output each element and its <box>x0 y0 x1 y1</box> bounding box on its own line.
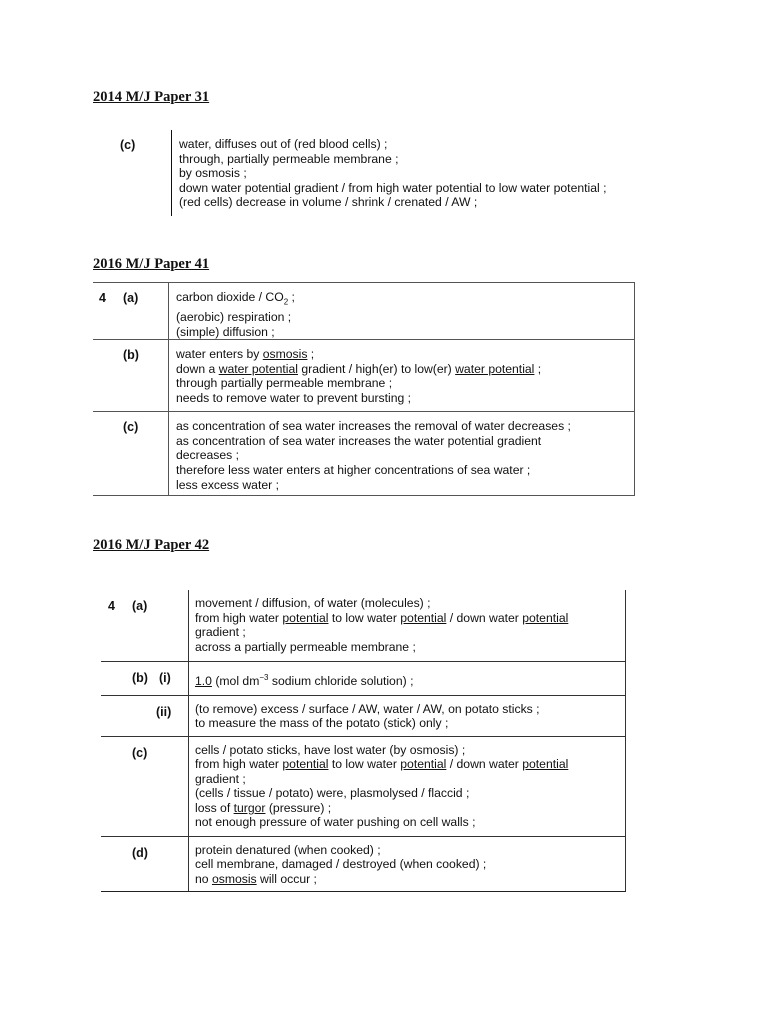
question-part-label: (d) <box>132 845 148 860</box>
answer-line: to measure the mass of the potato (stick) only ; <box>195 716 449 731</box>
answer-cell <box>169 412 635 496</box>
underlined-term: turgor <box>233 800 266 815</box>
answer-line: water, diffuses out of (red blood cells) ; <box>179 137 388 151</box>
underlined-term: osmosis <box>211 871 257 886</box>
question-part-label: (a) <box>132 599 148 613</box>
answer-line: cell membrane, damaged / destroyed (when cooked) ; <box>195 857 487 872</box>
answer-text: carbon dioxide / CO <box>176 290 284 304</box>
answer-cell <box>189 590 626 661</box>
answer-cell <box>169 283 635 340</box>
underlined-term: potential <box>522 757 569 772</box>
question-subpart-label: (ii) <box>156 704 172 719</box>
answer-cell <box>189 736 626 836</box>
question-number-cell <box>93 340 169 412</box>
answer-block <box>179 137 606 210</box>
answer-line: (aerobic) respiration ; <box>176 310 292 325</box>
underlined-term: water potential <box>455 361 535 376</box>
question-number-cell <box>101 836 189 891</box>
mark-scheme-table <box>101 590 626 892</box>
question-part-label: (c) <box>123 420 139 435</box>
answer-text: to low water <box>328 757 401 772</box>
question-part-label: (b) <box>123 348 139 363</box>
table-row <box>93 283 635 340</box>
answer-text: from high water <box>195 757 283 772</box>
answer-line: across a partially permeable membrane ; <box>195 639 416 654</box>
answer-line: (to remove) excess / surface / AW, water / AW, on potato sticks ; <box>195 701 540 716</box>
table-row <box>101 695 626 736</box>
answer-line: decreases ; <box>176 448 240 463</box>
question-part-label: (c) <box>132 745 148 760</box>
answer-line: by osmosis ; <box>179 166 247 181</box>
answer-cell <box>189 836 626 891</box>
table-row <box>101 661 626 695</box>
answer-line: movement / diffusion, of water (molecules) ; <box>195 596 431 610</box>
section-heading-2016-paper-42: 2016 M/J Paper 42 <box>93 537 210 553</box>
superscript: −3 <box>259 672 269 682</box>
answer-line <box>195 611 625 626</box>
question-part-label: (b) <box>132 670 148 685</box>
answer-text: gradient / high(er) to low(er) <box>297 361 456 376</box>
question-number-cell <box>93 283 169 340</box>
answer-text: ; <box>307 347 315 362</box>
answer-divider <box>171 130 172 216</box>
table-row <box>93 412 635 496</box>
question-number: 4 <box>108 599 115 613</box>
question-number-cell <box>101 736 189 836</box>
answer-line <box>195 757 625 772</box>
answer-line <box>176 362 634 377</box>
answer-line: (cells / tissue / potato) were, plasmolysed / flaccid ; <box>195 786 470 801</box>
answer-text: (mol dm <box>211 673 260 688</box>
table-row <box>101 736 626 836</box>
answer-line: as concentration of sea water increases the removal of water decreases ; <box>176 419 571 434</box>
answer-cell <box>189 661 626 695</box>
underlined-term: potential <box>282 757 329 772</box>
question-number: 4 <box>99 291 106 305</box>
answer-line: as concentration of sea water increases the water potential gradient <box>176 433 542 448</box>
answer-text: / down water <box>446 610 523 625</box>
answer-text: from high water <box>195 610 283 625</box>
section-heading-2014-paper-31: 2014 M/J Paper 31 <box>93 89 210 105</box>
answer-text: loss of <box>195 800 234 815</box>
question-number-cell <box>93 412 169 496</box>
answer-text: (pressure) ; <box>265 800 332 815</box>
subscript: 2 <box>283 297 289 307</box>
answer-text: / down water <box>446 757 523 772</box>
table-row <box>101 590 626 661</box>
table-row <box>101 836 626 891</box>
question-part-label: (c) <box>120 138 136 152</box>
answer-cell <box>189 695 626 736</box>
answer-line <box>195 671 625 689</box>
answer-text: no <box>195 871 212 886</box>
answer-line: (red cells) decrease in volume / shrink / crenated / AW ; <box>179 195 478 210</box>
answer-line: (simple) diffusion ; <box>176 324 275 339</box>
underlined-term: potential <box>400 757 447 772</box>
question-number-cell <box>101 590 189 661</box>
table-row <box>93 340 635 412</box>
answer-text: will occur ; <box>256 871 317 886</box>
mark-scheme-table <box>93 282 635 496</box>
answer-text: ; <box>288 290 295 304</box>
answer-line: gradient ; <box>195 771 246 786</box>
answer-line: gradient ; <box>195 625 246 640</box>
underlined-term: 1.0 <box>195 673 212 688</box>
answer-line <box>176 290 634 310</box>
answer-line: not enough pressure of water pushing on cell walls ; <box>195 815 476 830</box>
answer-line: protein denatured (when cooked) ; <box>195 842 381 857</box>
underlined-term: potential <box>522 610 569 625</box>
answer-line: less excess water ; <box>176 477 279 492</box>
answer-line: therefore less water enters at higher concentrations of sea water ; <box>176 463 531 477</box>
answer-line: through partially permeable membrane ; <box>176 376 393 391</box>
answer-text: sodium chloride solution) ; <box>268 673 414 688</box>
answer-text: ; <box>534 361 542 376</box>
answer-line <box>176 347 634 362</box>
answer-cell <box>169 340 635 412</box>
underlined-term: water potential <box>218 361 298 376</box>
underlined-term: potential <box>282 610 329 625</box>
answer-text: down a <box>176 361 219 376</box>
question-subpart-label: (i) <box>159 670 171 685</box>
underlined-term: potential <box>400 610 447 625</box>
answer-text: water enters by <box>176 347 263 362</box>
answer-line: cells / potato sticks, have lost water (by osmosis) ; <box>195 742 466 757</box>
answer-line <box>195 801 625 816</box>
answer-line: needs to remove water to prevent bursting ; <box>176 391 412 405</box>
question-part-label: (a) <box>123 291 139 305</box>
answer-text: to low water <box>328 610 401 625</box>
answer-line: through, partially permeable membrane ; <box>179 151 399 166</box>
answer-line <box>195 872 625 887</box>
underlined-term: osmosis <box>262 347 308 362</box>
answer-line: down water potential gradient / from high water potential to low water potential ; <box>179 180 607 195</box>
question-number-cell <box>101 661 189 695</box>
section-heading-2016-paper-41: 2016 M/J Paper 41 <box>93 256 210 272</box>
question-number-cell <box>101 695 189 736</box>
